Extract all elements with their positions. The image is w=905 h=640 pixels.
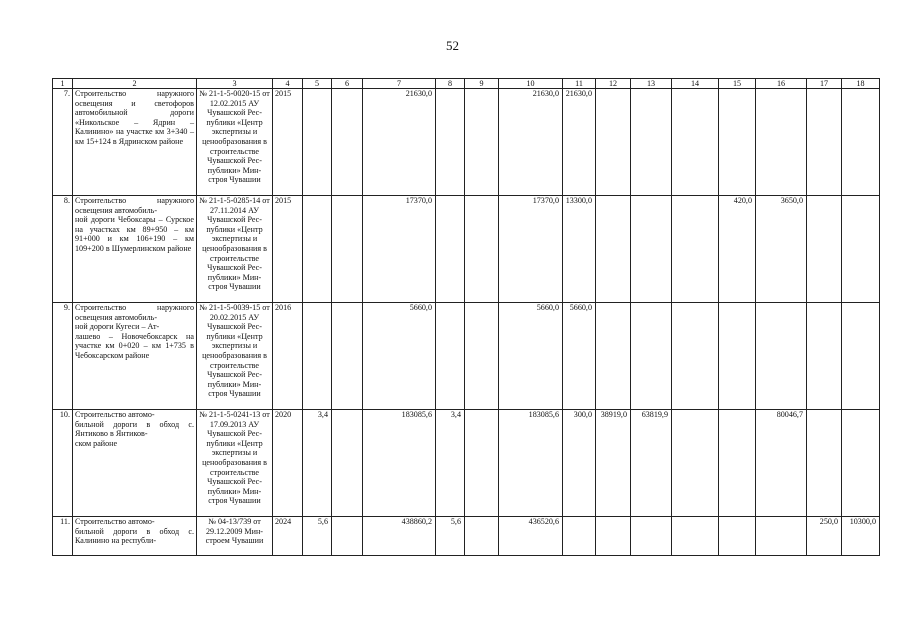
- table-cell: [842, 303, 880, 410]
- column-number: 11: [563, 79, 596, 89]
- table-cell: [436, 89, 465, 196]
- table-cell: [807, 410, 842, 517]
- column-number: 8: [436, 79, 465, 89]
- column-number: 1: [53, 79, 73, 89]
- column-number: 3: [197, 79, 273, 89]
- table-cell: 5660,0: [563, 303, 596, 410]
- table-cell: 11.: [53, 517, 73, 556]
- column-number: 13: [631, 79, 672, 89]
- table-cell: [465, 517, 499, 556]
- table-cell: [436, 303, 465, 410]
- column-number: 5: [303, 79, 332, 89]
- table-cell: 420,0: [719, 196, 756, 303]
- table-cell: 2024: [273, 517, 303, 556]
- table-cell: 438860,2: [363, 517, 436, 556]
- table-cell: 5,6: [436, 517, 465, 556]
- table-cell: 63819,9: [631, 410, 672, 517]
- column-number: 14: [672, 79, 719, 89]
- table-cell: 183085,6: [499, 410, 563, 517]
- column-number: 6: [332, 79, 363, 89]
- table-cell: [631, 303, 672, 410]
- table-cell: № 21-1-5-0285-14 от 27.11.2014 АУ Чувашской Рес- публики «Центр экспертизы и ценообразования в строительстве Чувашской Рес- публики» Мин- строя Чувашии: [197, 196, 273, 303]
- document-table: [52, 78, 880, 556]
- column-number: 7: [363, 79, 436, 89]
- table-cell: [465, 196, 499, 303]
- table-cell: № 04-13/739 от 29.12.2009 Мин- строем Чувашии: [197, 517, 273, 556]
- table-cell: Строительство наружного освещения и светофоров автомобильной дороги «Никольское – Ядрин – Калинино» на участке км 3+340 – км 15+124 в Ядринском районе: [73, 89, 197, 196]
- table-cell: [807, 196, 842, 303]
- table-row: [53, 303, 880, 410]
- table-cell: Строительство наружного освещения автомобиль- ной дороги Кугеси – Ат- лашево – Новочебоксарск на участке км 0+020 – км 1+735 в Чебоксарском районе: [73, 303, 197, 410]
- table-body: [53, 89, 880, 556]
- table-cell: [756, 89, 807, 196]
- table-cell: [842, 410, 880, 517]
- table-cell: [596, 303, 631, 410]
- table-cell: 80046,7: [756, 410, 807, 517]
- table-cell: 2015: [273, 196, 303, 303]
- table-cell: [436, 196, 465, 303]
- table-cell: [719, 410, 756, 517]
- table-cell: 9.: [53, 303, 73, 410]
- table-cell: 21630,0: [363, 89, 436, 196]
- table-cell: 2015: [273, 89, 303, 196]
- table-cell: [332, 196, 363, 303]
- table-cell: 300,0: [563, 410, 596, 517]
- table-cell: № 21-1-5-0241-13 от 17.09.2013 АУ Чувашской Рес- публики «Центр экспертизы и ценообразования в строительстве Чувашской Рес- публики» Мин- строя Чувашии: [197, 410, 273, 517]
- table-cell: 3,4: [303, 410, 332, 517]
- table-cell: [303, 89, 332, 196]
- table-cell: [631, 196, 672, 303]
- table-cell: 10.: [53, 410, 73, 517]
- table-cell: Строительство автомо- бильной дороги в обход с. Калинино на республи-: [73, 517, 197, 556]
- table-cell: 2020: [273, 410, 303, 517]
- table-cell: [332, 89, 363, 196]
- table-cell: [631, 89, 672, 196]
- table-cell: [332, 410, 363, 517]
- table-row: [53, 410, 880, 517]
- table-cell: 8.: [53, 196, 73, 303]
- table-cell: [672, 196, 719, 303]
- table-cell: [807, 89, 842, 196]
- document-table-container: [52, 78, 880, 556]
- table-cell: [465, 303, 499, 410]
- table-cell: [596, 517, 631, 556]
- table-cell: [631, 517, 672, 556]
- column-number-row: [53, 79, 880, 89]
- column-number: 12: [596, 79, 631, 89]
- table-cell: 3,4: [436, 410, 465, 517]
- table-cell: [563, 517, 596, 556]
- table-cell: [303, 196, 332, 303]
- table-cell: [332, 303, 363, 410]
- table-cell: [756, 303, 807, 410]
- table-cell: 17370,0: [363, 196, 436, 303]
- column-number: 16: [756, 79, 807, 89]
- column-number: 10: [499, 79, 563, 89]
- table-cell: 3650,0: [756, 196, 807, 303]
- table-cell: [672, 89, 719, 196]
- table-cell: 38919,0: [596, 410, 631, 517]
- column-number: 2: [73, 79, 197, 89]
- table-cell: 183085,6: [363, 410, 436, 517]
- table-cell: [719, 517, 756, 556]
- page-number: 52: [446, 38, 459, 53]
- column-number: 4: [273, 79, 303, 89]
- table-cell: [672, 517, 719, 556]
- table-cell: 5660,0: [499, 303, 563, 410]
- table-cell: 17370,0: [499, 196, 563, 303]
- table-cell: [842, 196, 880, 303]
- table-cell: 436520,6: [499, 517, 563, 556]
- table-cell: № 21-1-5-0039-15 от 20.02.2015 АУ Чувашской Рес- публики «Центр экспертизы и ценообразования в строительстве Чувашской Рес- публики» Мин- строя Чувашии: [197, 303, 273, 410]
- table-cell: [672, 303, 719, 410]
- table-cell: [596, 196, 631, 303]
- table-cell: Строительство автомо- бильной дороги в обход с. Янтиково в Янтиков- ском районе: [73, 410, 197, 517]
- column-number: 9: [465, 79, 499, 89]
- table-cell: [719, 89, 756, 196]
- table-cell: 7.: [53, 89, 73, 196]
- table-cell: 250,0: [807, 517, 842, 556]
- table-row: [53, 196, 880, 303]
- table-cell: [465, 89, 499, 196]
- table-cell: [596, 89, 631, 196]
- table-row: [53, 89, 880, 196]
- table-cell: 21630,0: [499, 89, 563, 196]
- table-cell: 21630,0: [563, 89, 596, 196]
- table-cell: 2016: [273, 303, 303, 410]
- column-number: 15: [719, 79, 756, 89]
- table-cell: [672, 410, 719, 517]
- table-cell: № 21-1-5-0020-15 от 12.02.2015 АУ Чувашской Рес- публики «Центр экспертизы и ценообразования в строительстве Чувашской Рес- публики» Мин- строя Чувашии: [197, 89, 273, 196]
- table-cell: Строительство наружного освещения автомобиль- ной дороги Чебоксары – Сурское на участках км 89+950 – км 91+000 и км 106+190 – км 109+200 в Шумерлинском районе: [73, 196, 197, 303]
- table-cell: [303, 303, 332, 410]
- table-cell: [756, 517, 807, 556]
- table-cell: [719, 303, 756, 410]
- table-cell: 13300,0: [563, 196, 596, 303]
- table-cell: 5,6: [303, 517, 332, 556]
- table-cell: [332, 517, 363, 556]
- table-cell: 5660,0: [363, 303, 436, 410]
- table-cell: [465, 410, 499, 517]
- table-row: [53, 517, 880, 556]
- table-cell: [842, 89, 880, 196]
- table-cell: 10300,0: [842, 517, 880, 556]
- column-number: 17: [807, 79, 842, 89]
- column-number: 18: [842, 79, 880, 89]
- table-cell: [807, 303, 842, 410]
